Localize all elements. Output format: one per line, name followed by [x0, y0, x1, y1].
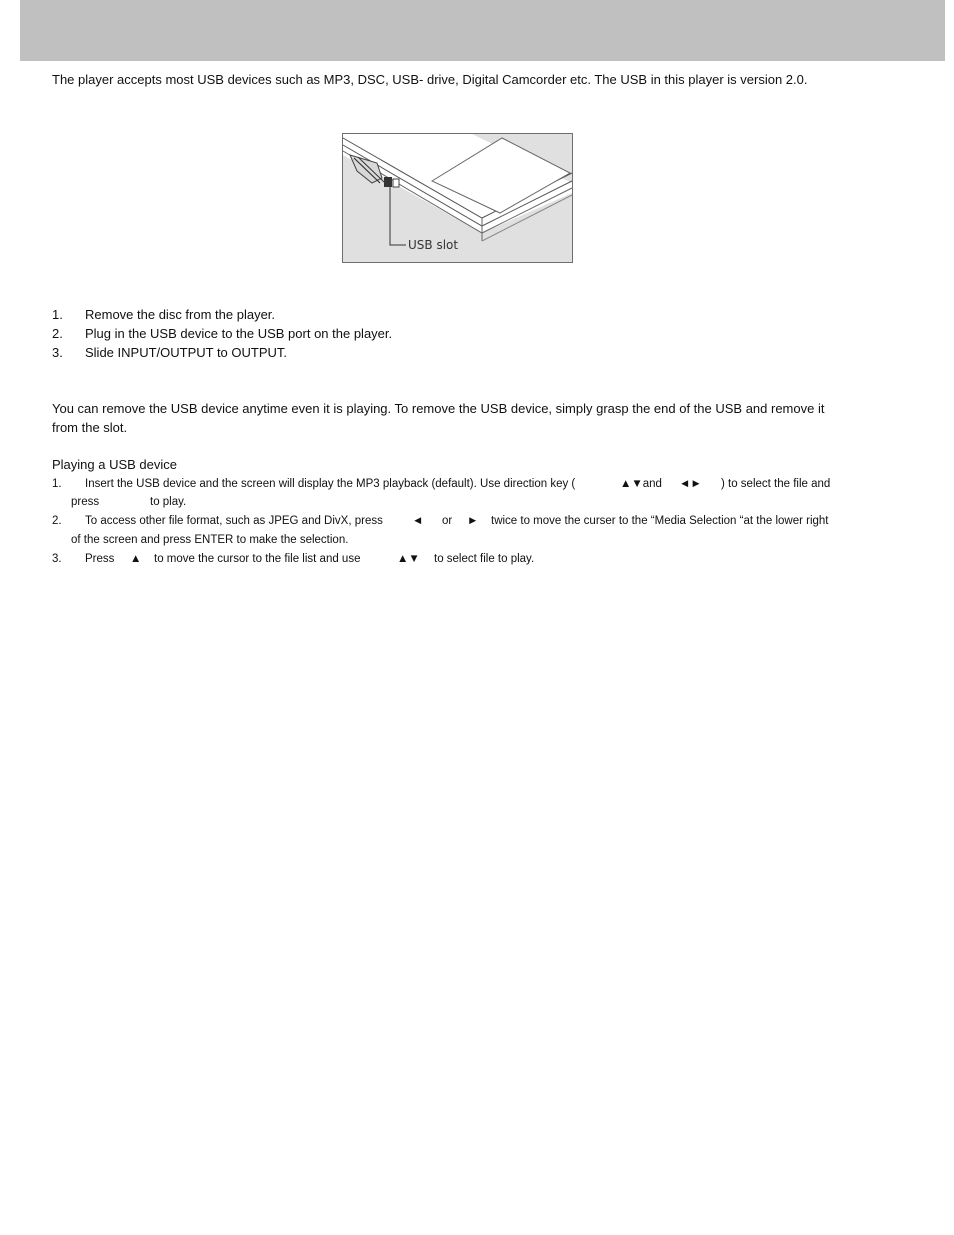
play-step2-text-cont: twice to move the curser to the “Media Selection “at the lower right	[491, 515, 829, 527]
play-step-number: 1.	[52, 478, 62, 490]
left-arrow-icon: ◄	[412, 515, 424, 527]
removal-text-line1: You can remove the USB device anytime even it is playing. To remove the USB device, simply grasp the end of the USB and remove it	[52, 401, 825, 416]
step-number: 1.	[52, 307, 63, 322]
step-text: Remove the disc from the player.	[85, 307, 276, 322]
intro-text: The player accepts most USB devices such as MP3, DSC, USB- drive, Digital Camcorder etc. The USB in this player is version 2.0.	[52, 72, 808, 87]
play-step3-text: to move the cursor to the file list and use	[154, 553, 361, 565]
header-bar	[20, 0, 945, 61]
leftright-arrows-icon: ◄►	[679, 478, 702, 490]
or-text: or	[442, 515, 453, 527]
step-text: Slide INPUT/OUTPUT to OUTPUT.	[85, 345, 288, 360]
play-step3-text-end: to select file to play.	[434, 553, 535, 565]
play-step2-text: To access other file format, such as JPEG and DivX, press	[85, 515, 383, 527]
play-step1-text: Insert the USB device and the screen will display the MP3 playback (default). Use direction key (	[85, 478, 576, 490]
up-arrow-icon: ▲	[130, 553, 142, 565]
step-text: Plug in the USB device to the USB port on the player.	[85, 326, 393, 341]
right-arrow-icon: ►	[467, 515, 479, 527]
usb-slot-illustration	[342, 133, 573, 263]
play-step1-text-end: ) to select the file and	[721, 478, 831, 490]
step-number: 2.	[52, 326, 63, 341]
updown-arrows-icon: ▲▼	[397, 553, 420, 565]
play-step-number: 2.	[52, 515, 62, 527]
to-play-text: to play.	[150, 496, 187, 508]
play-step2-line2: of the screen and press ENTER to make the selection.	[71, 534, 349, 546]
playing-heading: Playing a USB device	[52, 457, 178, 472]
removal-text-line2: from the slot.	[52, 420, 128, 435]
step-number: 3.	[52, 345, 63, 360]
play-step-number: 3.	[52, 553, 62, 565]
updown-arrows-icon: ▲▼and	[620, 478, 662, 490]
press-text: press	[71, 496, 100, 508]
play-step3-press: Press	[85, 553, 115, 565]
usb-slot-label: USB slot	[408, 238, 459, 252]
